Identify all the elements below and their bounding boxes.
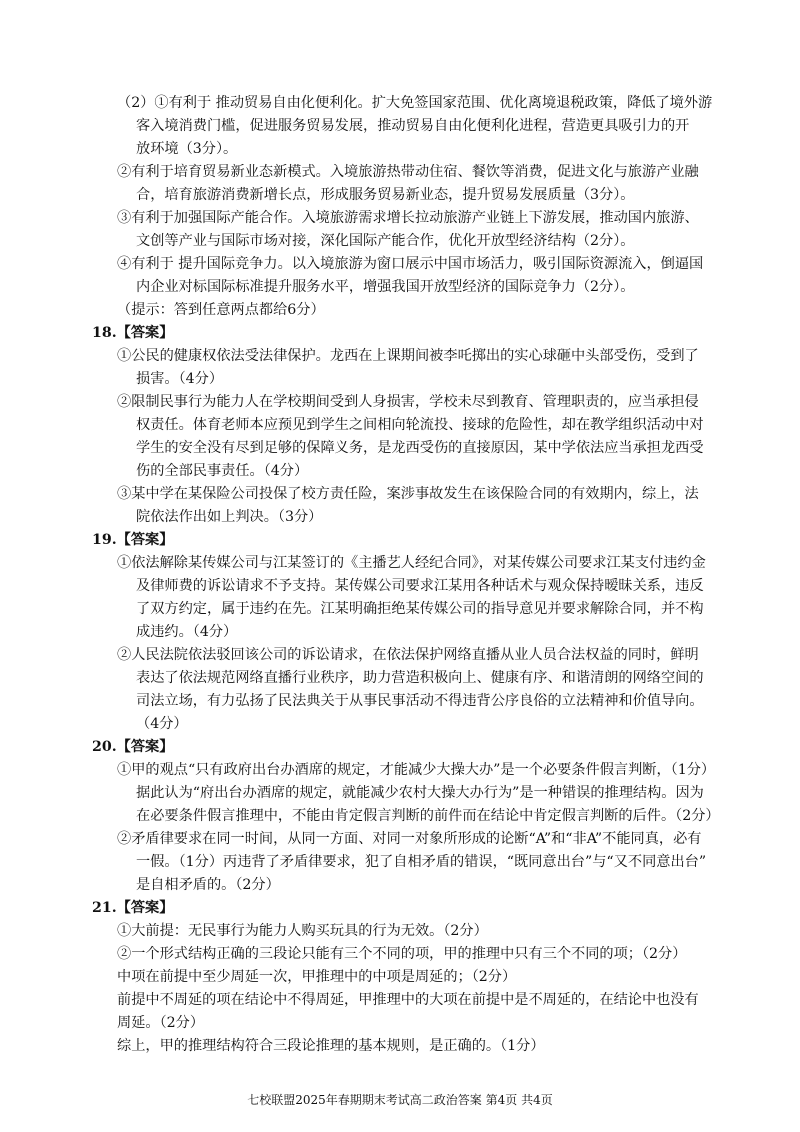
q21-line: ①大前提：无民事行为能力人购买玩具的行为无效。（2分） [117,923,488,939]
q17-line: ③有利于加强国际产能合作。入境旅游需求增长拉动旅游产业链上下游发展，推动国内旅游、 [117,210,699,226]
q21-line: ②一个形式结构正确的三段论只能有三个不同的项，甲的推理中只有三个不同的项；（2分） [117,946,687,962]
q18-line: 权责任。体育老师本应预见到学生之间相向轮流投、接球的危险性，却在教学组织活动中对 [136,417,704,433]
q19-line: 司法立场，有力弘扬了民法典关于从事民事活动不得违背公序良俗的立法精神和价值导向。 [136,693,704,709]
q18-line: ①公民的健康权依法受法律保护。龙西在上课期间被李吒掷出的实心球砸中头部受伤，受到了 [117,348,699,364]
q20-line: 在必要条件假言推理中，不能由肯定假言判断的前件而在结论中肯定假言判断的后件。（2分） [136,808,720,824]
q19-line: ②人民法院依法驳回该公司的诉讼请求，在依法保护网络直播从业人员合法权益的同时，鲜明 [117,647,699,663]
q17-line: ②有利于培育贸易新业态新模式。入境旅游热带动住宿、餐饮等消费，促进文化与旅游产业融 [117,164,699,180]
q18-line: 院依法作出如上判决。（3分） [136,509,323,525]
q19-line: 成违约。（4分） [136,624,238,640]
q19-header: 19.【答案】 [92,532,174,548]
q21-line: 综上，甲的推理结构符合三段论推理的基本规则，是正确的。（1分） [117,1038,545,1054]
q18-line: 伤的全部民事责任。（4分） [136,463,309,479]
q17-line: 内企业对标国际标准提升服务水平，增强我国开放型经济的国际竞争力（2分）。 [136,279,635,295]
q18-line: 学生的安全没有尽到足够的保障义务，是龙西受伤的直接原因，某中学依法应当承担龙西受 [136,440,704,456]
q17-line: 文创等产业与国际市场对接，深化国际产能合作，优化开放型经济结构（2分）。 [136,233,635,249]
q21-line: 前提中不周延的项在结论中不得周延，甲推理中的大项在前提中是不周延的，在结论中也没有 [117,992,699,1008]
q21-line: 中项在前提中至少周延一次，甲推理中的中项是周延的；（2分） [117,969,517,985]
q21-header: 21.【答案】 [92,900,174,916]
q18-line: ②限制民事行为能力人在学校期间受到人身损害，学校未尽到教育、管理职责的，应当承担侵 [117,394,699,410]
q19-line: 及律师费的诉讼请求不予支持。某传媒公司要求江某用各种话术与观众保持暧昧关系，违反 [136,578,704,594]
q18-line: ③某中学在某保险公司投保了校方责任险，案涉事故发生在该保险合同的有效期内，综上，法 [117,486,699,502]
q18-header: 18.【答案】 [92,325,174,341]
q17-hint: （提示：答到任意两点都给6分） [117,302,325,318]
q19-line: 了双方约定，属于违约在先。江某明确拒绝某传媒公司的指导意见并要求解除合同，并不构 [136,601,704,617]
q20-header: 20.【答案】 [92,739,174,755]
q20-line: ②矛盾律要求在同一时间，从同一方面、对同一对象所形成的论断“A”和“非A”不能同真，必有 [117,831,702,847]
q18-line: 损害。（4分） [136,371,224,387]
q20-line: ①甲的观点“只有政府出台办酒席的规定，才能减少大操大办”是一个必要条件假言判断，（1分） [117,762,716,778]
q19-line: ①依法解除某传媒公司与江某签订的《主播艺人经纪合同》，对某传媒公司要求江某支付违约金 [117,555,706,571]
q17-line: （2）①有利于 推动贸易自由化便利化。扩大免签国家范围、优化离境退税政策，降低了境外游 [117,95,713,111]
q17-line: 客入境消费门槛，促进服务贸易发展，推动贸易自由化便利化进程，营造更具吸引力的开 [136,118,690,134]
page-footer: 七校联盟2025年春期期末考试高二政治答案 第4页 共4页 [247,1093,553,1107]
q17-line: 放环境（3分）。 [136,141,238,157]
q20-line: 一假。（1分）丙违背了矛盾律要求，犯了自相矛盾的错误，“既同意出台”与“又不同意出台” [136,854,707,870]
q20-line: 是自相矛盾的。（2分） [136,877,280,893]
q21-line: 周延。（2分） [117,1015,205,1031]
q19-line: （4分） [136,716,188,732]
q17-line: ④有利于 提升国际竞争力。以入境旅游为窗口展示中国市场活力，吸引国际资源流入，倒逼国 [117,256,704,272]
q19-line: 表达了依法规范网络直播行业秩序，助力营造积极向上、健康有序、和谐清朗的网络空间的 [136,670,704,686]
q20-line: 据此认为“府出台办酒席的规定，就能减少农村大操大办行为”是一种错误的推理结构。因为 [136,785,704,801]
q17-line: 合，培育旅游消费新增长点，形成服务贸易新业态，提升贸易发展质量（3分）。 [136,187,635,203]
